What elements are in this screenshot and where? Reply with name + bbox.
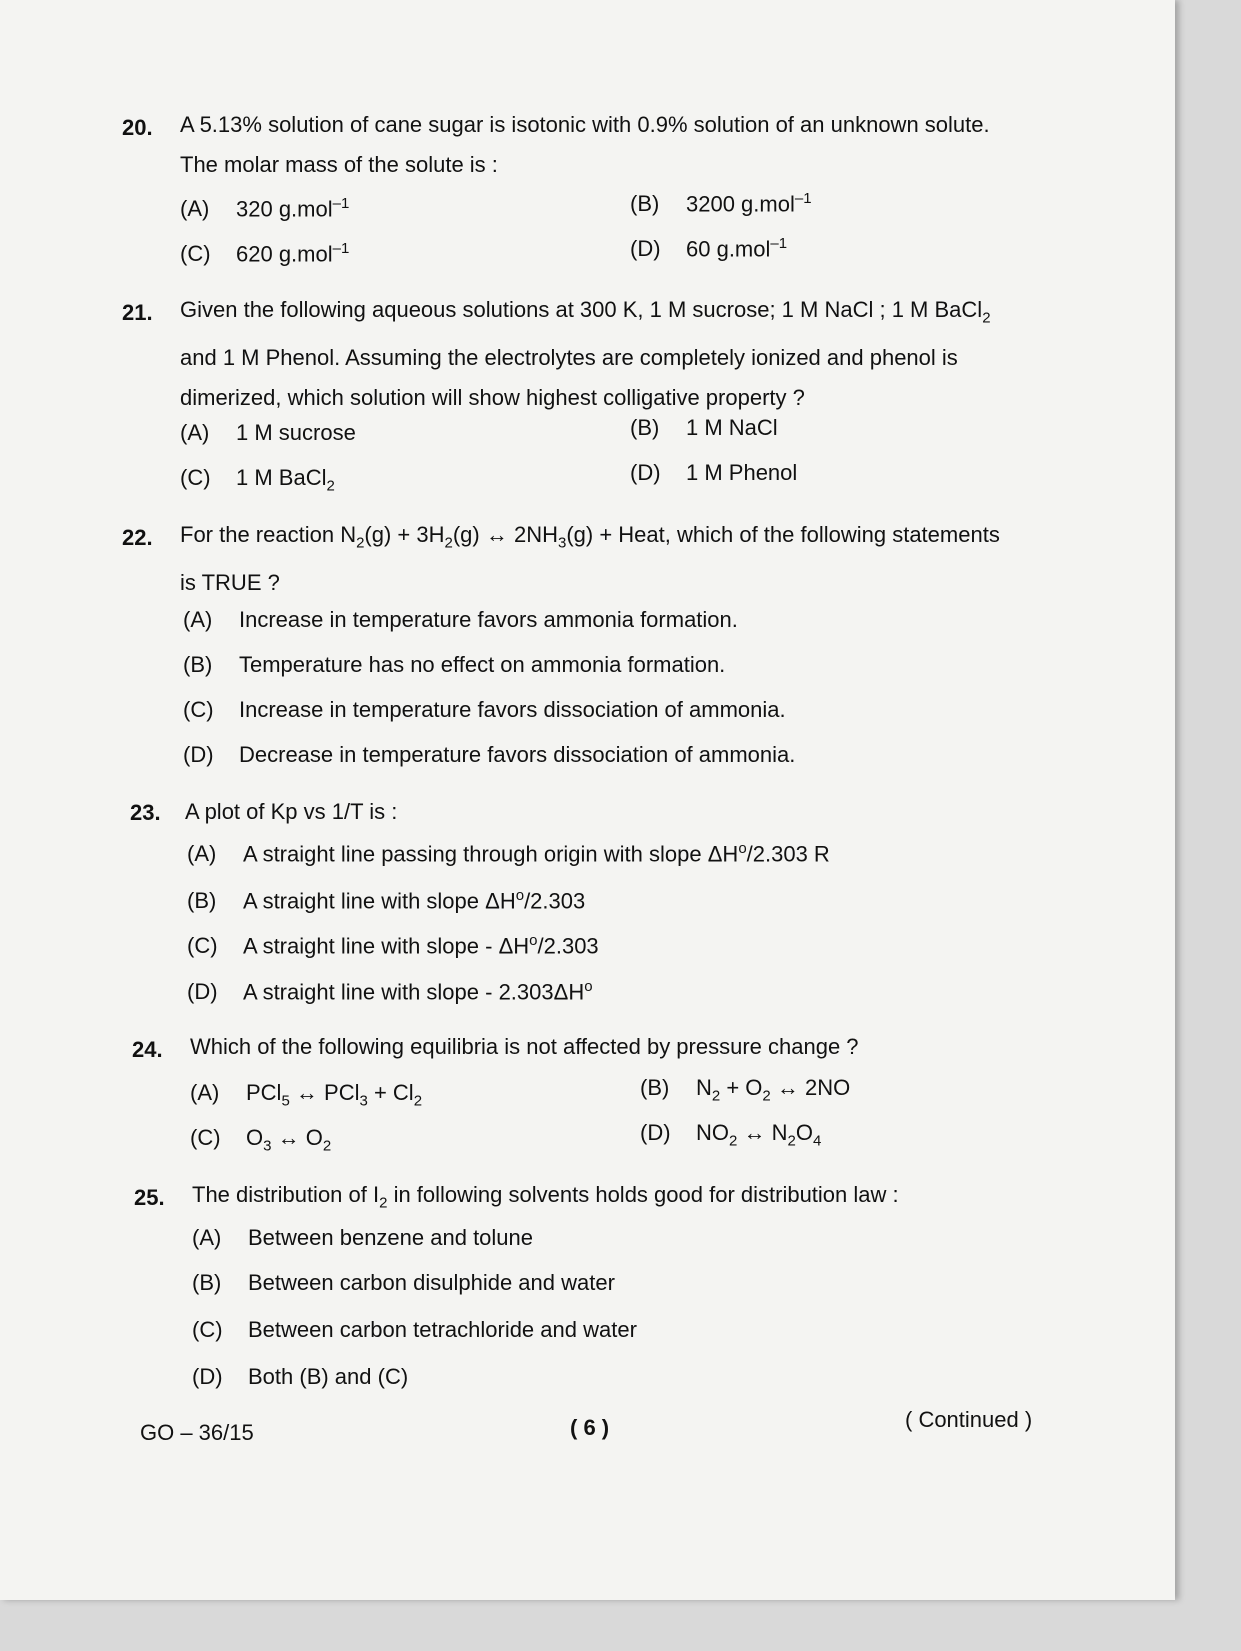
question-number: 24.	[132, 1037, 163, 1062]
option-a: (A) PCl$_5$ ↔ $PCl_3 + Cl_2$	[190, 1080, 423, 1110]
question-number: 23.	[130, 800, 161, 825]
question-number: 25.	[134, 1185, 165, 1210]
option-d: (D) Both (B) and (C)	[192, 1364, 409, 1389]
option-b: (B) Between carbon disulphide and water	[192, 1270, 615, 1295]
question-text: A 5.13% solution of cane sugar is isotonic with 0.9% solution of an unknown solute. The molar mass of the solute is :	[180, 112, 990, 177]
question-number: 20.	[122, 115, 153, 140]
option-c: (C) 620 g.mol$^{-1}$	[180, 240, 350, 267]
option-d: (D) 1 M Phenol	[630, 460, 798, 485]
question-text: For the reaction $N_2(g) + 3H_2(g)$ ↔ $2NH_3(g)$ + Heat, which of the following statements is TRUE ?	[180, 522, 1000, 596]
option-c: (C) $O_3$ ↔ $O_2$	[190, 1125, 332, 1155]
continued-label: ( Continued )	[905, 1407, 1033, 1432]
option-c: (C) A straight line with slope - $\Delta H^o/2.303$	[187, 932, 599, 959]
option-b: (B) A straight line with slope $\Delta H^o/2.303$	[187, 887, 586, 914]
option-a: (A) 1 M sucrose	[180, 420, 356, 445]
option-b: (B) Temperature has no effect on ammonia formation.	[183, 652, 726, 677]
option-a: (A) Between benzene and tolune	[192, 1225, 534, 1250]
option-d: (D) A straight line with slope - $2.303\Delta H^o$	[187, 978, 593, 1005]
option-c: (C) Between carbon tetrachloride and water	[192, 1317, 637, 1342]
question-number: 22.	[122, 525, 153, 550]
option-a: (A) Increase in temperature favors ammonia formation.	[183, 607, 738, 632]
question-text: The distribution of $I_2$ in following solvents holds good for distribution law :	[192, 1182, 899, 1212]
option-a: (A) A straight line passing through origin with slope $\Delta H^o/2.303$ R	[187, 840, 830, 867]
option-d: (D) $NO_2$ ↔ $N_2O_4$	[640, 1120, 822, 1150]
option-b: (B) $N_2 + O_2$ ↔ 2NO	[640, 1075, 851, 1105]
option-d: (D) Decrease in temperature favors dissociation of ammonia.	[183, 742, 796, 767]
option-a: (A) 320 g.mol$^{-1}$	[180, 195, 350, 222]
question-number: 21.	[122, 300, 153, 325]
option-c: (C) 1 M BaCl$_2$	[180, 465, 335, 495]
question-text: Given the following aqueous solutions at 300 K, 1 M sucrose; 1 M NaCl ; 1 M BaCl$_2$ and 1 M Phenol. Assuming the electrolytes are completely ionized and phenol is dimerized, which solution will show highest colligative property ?	[180, 297, 991, 411]
question-text: A plot of Kp vs 1/T is :	[185, 799, 398, 824]
option-d: (D) 60 g.mol$^{-1}$	[630, 235, 788, 262]
option-b: (B) 3200 g.mol$^{-1}$	[630, 190, 812, 217]
paper-code: GO – 36/15	[140, 1420, 254, 1445]
option-c: (C) Increase in temperature favors dissociation of ammonia.	[183, 697, 786, 722]
page-number: ( 6 )	[570, 1415, 610, 1440]
option-b: (B) 1 M NaCl	[630, 415, 778, 440]
question-text: Which of the following equilibria is not affected by pressure change ?	[190, 1034, 859, 1059]
